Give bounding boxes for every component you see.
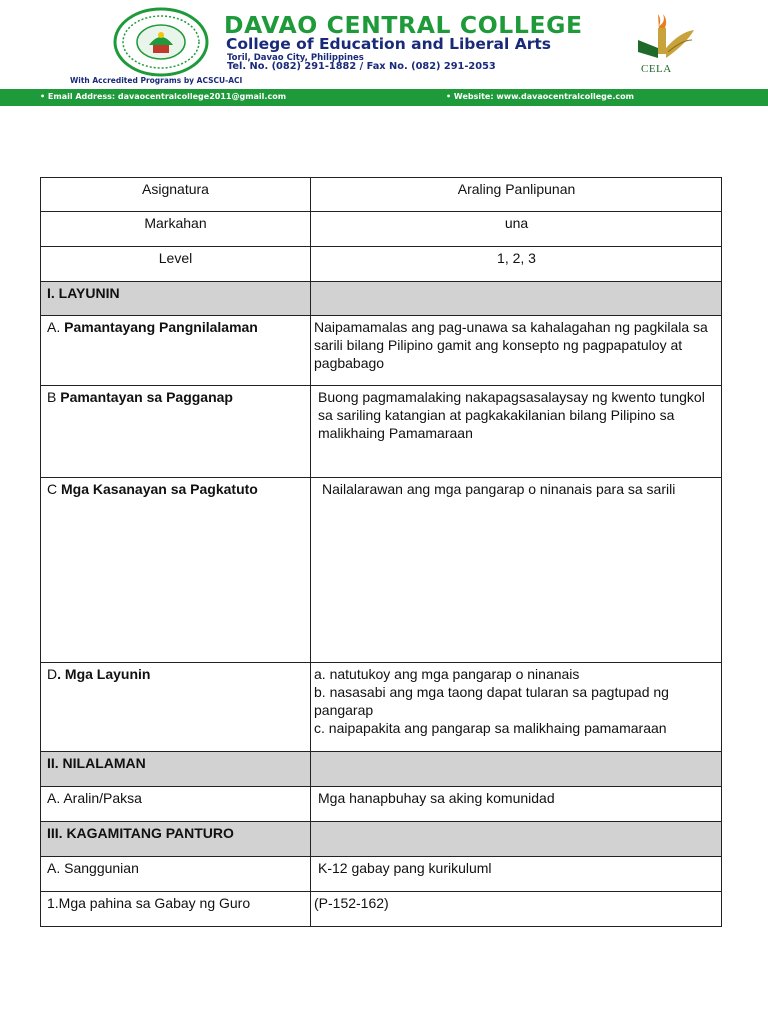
mga-layunin-label <box>41 663 311 752</box>
table-row <box>41 247 722 282</box>
empty-cell <box>311 822 722 857</box>
gabay-guro-value: (P-152-162) <box>311 892 722 927</box>
aralin-value: Mga hanapbuhay sa aking komunidad <box>311 787 722 822</box>
list-item: b. nasasabi ang mga taong dapat tularan sa pagtupad ng pangarap <box>314 684 669 718</box>
level-label: Level <box>41 247 311 282</box>
markahan-label: Markahan <box>41 212 311 247</box>
row-label: Pamantayang Pangnilalaman <box>64 319 258 335</box>
letterhead <box>0 0 768 108</box>
table-row <box>41 478 722 663</box>
row-label: Pamantayan sa Pagganap <box>60 389 233 405</box>
table-row <box>41 316 722 386</box>
section-row-kagamitan <box>41 822 722 857</box>
empty-cell <box>311 282 722 316</box>
lesson-plan-table <box>40 177 722 927</box>
markahan-value: una <box>311 212 722 247</box>
cela-label: CELA <box>641 63 672 75</box>
table-row <box>41 178 722 212</box>
sanggunian-label: A. Sanggunian <box>41 857 311 892</box>
pamantayan-sa-pagganap-label <box>41 386 311 478</box>
asignatura-value: Araling Panlipunan <box>311 178 722 212</box>
table-row <box>41 857 722 892</box>
table-row <box>41 787 722 822</box>
asignatura-label: Asignatura <box>41 178 311 212</box>
table-row <box>41 212 722 247</box>
website-address: • Website: www.davaocentralcollege.com <box>446 92 634 101</box>
nilalaman-heading: II. NILALAMAN <box>41 752 311 787</box>
section-row-layunin <box>41 282 722 316</box>
layunin-heading: I. LAYUNIN <box>41 282 311 316</box>
email-address: • Email Address: davaocentralcollege2011@gmail.com <box>40 92 287 101</box>
sanggunian-value: K-12 gabay pang kurikuluml <box>311 857 722 892</box>
table-row <box>41 386 722 478</box>
section-row-nilalaman <box>41 752 722 787</box>
empty-cell <box>311 752 722 787</box>
pamantayan-sa-pagganap-value: Buong pagmamalaking nakapagsasalaysay ng kwento tungkol sa sariling katangian at pagkakakilanian bilang Pilipino sa malikhaing Pamamaraan <box>311 386 722 478</box>
row-prefix: D <box>47 666 58 682</box>
contact-bar <box>0 89 768 106</box>
gabay-guro-label: 1.Mga pahina sa Gabay ng Guro <box>41 892 311 927</box>
row-label: . Mga Layunin <box>57 666 151 682</box>
mga-layunin-value <box>311 663 722 752</box>
college-subtitle: College of Education and Liberal Arts <box>226 35 551 53</box>
pamantayang-pangnilalaman-value: Naipamamalas ang pag-unawa sa kahalagahan ng pagkilala sa sarili bilang Pilipino gamit ang konsepto ng pagpapatuloy at pagbabago <box>311 316 722 386</box>
list-item: c. naipapakita ang pangarap sa malikhaing pamamaraan <box>314 720 667 736</box>
college-name: DAVAO CENTRAL COLLEGE <box>224 11 583 39</box>
college-phone: Tel. No. (082) 291-1882 / Fax No. (082) 291-2053 <box>227 61 496 72</box>
accreditation-note: With Accredited Programs by ACSCU-ACI <box>70 76 243 85</box>
college-address: Toril, Davao City, Philippines <box>227 53 364 63</box>
row-label: Mga Kasanayan sa Pagkatuto <box>61 481 258 497</box>
table-row <box>41 892 722 927</box>
table-row <box>41 663 722 752</box>
row-prefix: A. <box>47 319 65 335</box>
pamantayang-pangnilalaman-label <box>41 316 311 386</box>
aralin-label: A. Aralin/Paksa <box>41 787 311 822</box>
college-seal-logo <box>113 7 209 77</box>
kasanayan-value: Nailalarawan ang mga pangarap o ninanais para sa sarili <box>311 478 722 663</box>
kagamitan-heading: III. KAGAMITANG PANTURO <box>41 822 311 857</box>
level-value: 1, 2, 3 <box>311 247 722 282</box>
list-item: a. natutukoy ang mga pangarap o ninanais <box>314 666 580 682</box>
row-prefix: B <box>47 389 61 405</box>
row-prefix: C <box>47 481 61 497</box>
kasanayan-label <box>41 478 311 663</box>
